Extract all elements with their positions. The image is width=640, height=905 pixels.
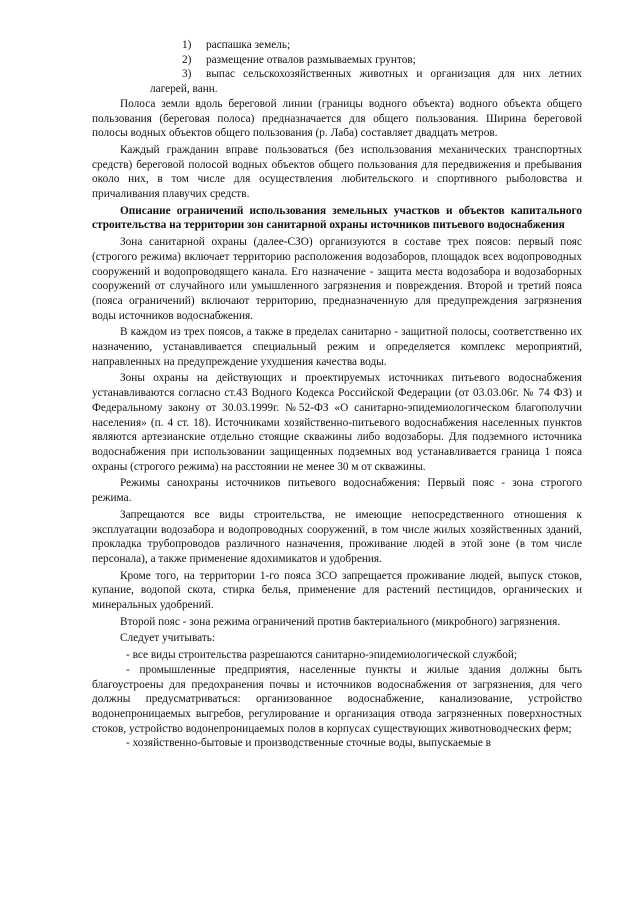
list-item <box>92 38 582 53</box>
list-number: 3) <box>182 68 192 81</box>
list-item <box>92 67 582 96</box>
list-text: выпас сельскохозяйственных животных и организация для них летних лагерей, ванн. <box>150 68 582 96</box>
paragraph: Второй пояс - зона режима ограничений против бактериального (микробного) загрязнения. <box>120 615 561 628</box>
paragraph: В каждом из трех поясов, а также в пределах санитарно - защитной полосы, соответственно их назначению, устанавливается специальный режим и определяется комплекс мероприятий, направленных на предупреждение ухудшения качества воды. <box>92 326 582 368</box>
document-body <box>92 38 582 751</box>
paragraph: Режимы санохраны источников питьевого водоснабжения: Первый пояс - зона строгого режима. <box>92 477 582 505</box>
list-item <box>92 53 582 68</box>
paragraph: Каждый гражданин вправе пользоваться (без использования механических транспортных средств) береговой полосой водных объектов общего пользования для передвижения и пребывания около них, в том числе для осуществления любительского и спортивного рыболовства и причаливания плавучих средств. <box>92 143 582 201</box>
dash-list-item: - промышленные предприятия, населенные пункты и жилые здания должны быть благоустроены для предохранения почвы и источников водоснабжения от загрязнения, для чего должны предусматриваться: организованное водоснабжение, канализование, устройство водонепроницаемых выгребов, регулирование и организация отвода загрязненных поверхностных стоков, устройство водонепроницаемых полов в корпусах существующих животноводческих ферм; <box>92 663 582 735</box>
list-number: 2) <box>182 53 192 66</box>
dash-list-item: - хозяйственно-бытовые и производственные сточные воды, выпускаемые в <box>126 737 491 750</box>
dash-list-item: - все виды строительства разрешаются санитарно-эпидемиологической службой; <box>126 649 518 662</box>
paragraph: Зоны охраны на действующих и проектируемых источниках питьевого водоснабжения устанавливаются согласно ст.43 Водного Кодекса Российской Федерации (от 03.03.06г. № 74 ФЗ) и Федеральному закону от 30.03.1999г. №52-ФЗ «О санитарно-эпидемиологическом благополучии населения» (п. 4 ст. 18). Источниками хозяйственно-питьевого водоснабжения населенных пунктов являются артезианские отдельно стоящие скважины либо водозаборы. Для подземного источника водоснабжения при использовании защищенных подземных вод устанавливается граница 1 пояса охраны (строгого режима) на расстоянии не менее 30 м от скважины. <box>92 372 582 473</box>
list-text: распашка земель; <box>206 39 291 51</box>
paragraph: Следует учитывать: <box>120 632 216 645</box>
list-text: размещение отвалов размываемых грунтов; <box>206 53 416 66</box>
paragraph: Полоса земли вдоль береговой линии (границы водного объекта) водного объекта общего пользования (береговая полоса) предназначается для общего пользования. Ширина береговой полосы водных объектов общего пользования (р. Лаба) составляет двадцать метров. <box>92 97 582 140</box>
list-number: 1) <box>182 39 192 51</box>
paragraph: Запрещаются все виды строительства, не имеющие непосредственного отношения к эксплуатации водозабора и водопроводных сооружений, в том числе жилых хозяйственных зданий, прокладка трубопроводов различного назначения, проживание людей в этой зоне (в том числе персонала), а также применение ядохимикатов и удобрения. <box>92 508 582 565</box>
section-heading: Описание ограничений использования земельных участков и объектов капитального строительства на территории зон санитарной охраны источников питьевого водоснабжения <box>92 204 582 232</box>
paragraph: Зона санитарной охраны (далее-СЗО) организуются в составе трех поясов: первый пояс (строгого режима) включает территорию расположения водозаборов, площадок всех водопроводных сооружений и водопроводящего канала. Его назначение - защита места водозабора и водозаборных сооружений от случайного или умышленного загрязнения и повреждения. Второй и третий пояса (пояса ограничений) включают территорию, предназначенную для предупреждения загрязнения воды источников водоснабжения. <box>92 236 582 322</box>
paragraph: Кроме того, на территории 1-го пояса ЗСО запрещается проживание людей, выпуск стоков, купание, водопой скота, стирка белья, применение для растений пестицидов, органических и минеральных удобрений. <box>92 569 582 612</box>
